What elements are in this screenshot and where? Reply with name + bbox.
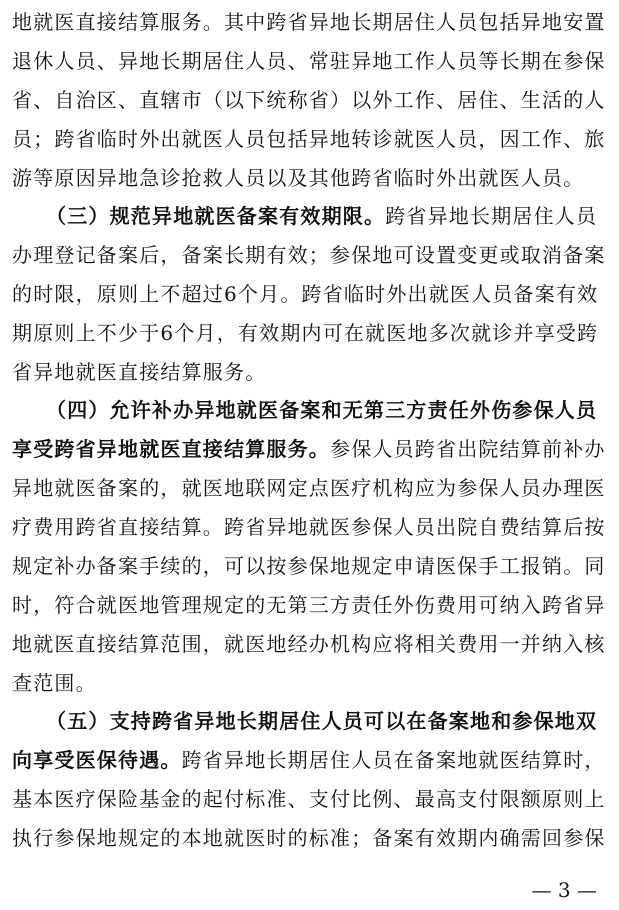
body-text-segment: 查范围。 xyxy=(12,671,97,695)
body-text-segment: 退休人员、异地长期居住人员、常驻异地工作人员等长期在参保 xyxy=(12,49,606,73)
text-line xyxy=(12,119,608,159)
body-text-segment: 省异地就医直接结算服务。 xyxy=(12,360,267,384)
text-line xyxy=(12,779,608,819)
text-line xyxy=(12,41,608,81)
text-line xyxy=(12,507,608,547)
body-text-segment: 执行参保地规定的本地就医时的标准；备案有效期内确需回参保 xyxy=(12,826,606,850)
text-line xyxy=(12,313,608,353)
text-line xyxy=(12,235,608,275)
body-text-segment: 跨省异地长期居住人员在备案地就医结算时， xyxy=(181,748,606,772)
section-heading-text: （四）允许补办异地就医备案和无第三方责任外伤参保人员 xyxy=(46,398,598,422)
text-line xyxy=(12,158,608,198)
page-number: — 3 — xyxy=(531,878,597,902)
section-heading-text: 向享受医保待遇。 xyxy=(12,748,182,772)
body-text-segment: 游等原因异地急诊抢救人员以及其他跨省临时外出就医人员。 xyxy=(12,166,585,190)
text-line xyxy=(12,585,608,625)
body-text-segment: 地就医直接结算服务。其中跨省异地长期居住人员包括异地安置 xyxy=(12,10,606,34)
body-text-segment: 办理登记备案后，备案长期有效；参保地可设置变更或取消备案 xyxy=(12,243,606,267)
section-heading-text: 享受跨省异地就医直接结算服务。 xyxy=(12,437,330,461)
body-text-segment: 疗费用跨省直接结算。跨省异地就医参保人员出院自费结算后按 xyxy=(12,515,606,539)
text-line xyxy=(12,80,608,120)
body-text-segment: 规定补办备案手续的，可以按参保地规定申请医保手工报销。同 xyxy=(12,554,606,578)
section-heading-text: （五）支持跨省异地长期居住人员可以在备案地和参保地双 xyxy=(46,709,598,733)
text-line xyxy=(12,274,608,314)
text-line xyxy=(12,429,608,469)
text-line xyxy=(12,2,608,42)
text-line xyxy=(46,390,619,430)
section-heading-text: （三）规范异地就医备案有效期限。 xyxy=(46,204,386,228)
text-line xyxy=(12,546,608,586)
body-text-segment: 异地就医备案的，就医地联网定点医疗机构应为参保人员办理医 xyxy=(12,476,606,500)
text-line xyxy=(46,701,619,741)
text-line xyxy=(12,740,608,780)
text-line xyxy=(46,196,619,236)
text-line xyxy=(12,663,608,703)
body-text-segment: 期原则上不少于6个月，有效期内可在就医地多次就诊并享受跨 xyxy=(12,321,599,345)
text-line xyxy=(12,624,608,664)
text-line xyxy=(12,468,608,508)
body-text-segment: 地就医直接结算范围，就医地经办机构应将相关费用一并纳入核 xyxy=(12,632,606,656)
body-text-segment: 基本医疗保险基金的起付标准、支付比例、最高支付限额原则上 xyxy=(12,787,606,811)
body-text-segment: 省、自治区、直辖市（以下统称省）以外工作、居住、生活的人 xyxy=(12,88,606,112)
text-line xyxy=(12,818,608,858)
body-text-segment: 参保人员跨省出院结算前补办 xyxy=(330,437,606,461)
body-text-segment: 的时限，原则上不超过6个月。跨省临时外出就医人员备案有效 xyxy=(12,282,599,306)
body-text-segment: 时，符合就医地管理规定的无第三方责任外伤费用可纳入跨省异 xyxy=(12,593,606,617)
body-text-segment: 员；跨省临时外出就医人员包括异地转诊就医人员，因工作、旅 xyxy=(12,127,606,151)
body-text-segment: 跨省异地长期居住人员 xyxy=(385,204,598,228)
text-line xyxy=(12,352,608,392)
